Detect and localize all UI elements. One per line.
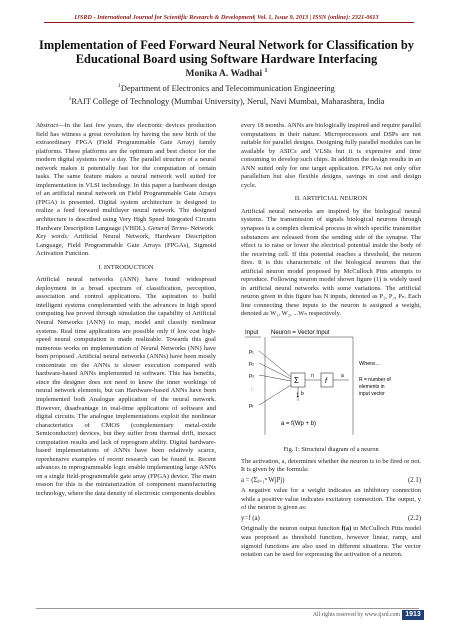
fig-formula: a = f(Wp + b) [281, 421, 317, 428]
keywords [36, 233, 216, 259]
fig-sum-symbol: Σ [294, 376, 299, 386]
fig-f-box [321, 373, 333, 387]
equation-2-1-body: a = (Σⱼ₌₁ⁿ WjPj) [241, 476, 285, 484]
affiliation-1 [0, 83, 453, 93]
author-sup: 1 [264, 68, 268, 74]
affiliation-2 [0, 96, 453, 106]
neuron-diagram [241, 325, 421, 443]
right-paragraph-3: A negative value for a weight indicates an inhibitory connection while a positive value indicates excitatory connection. The output, y of the neuron is given as: [241, 487, 421, 512]
right-column [241, 122, 421, 560]
fig-input-p2: p₂ [249, 361, 255, 368]
author-name [0, 68, 453, 79]
fig-label-r-line2: elements in [359, 384, 385, 391]
footer-rights: All rights reserved by www.ijsrd.com [312, 612, 400, 618]
header-rule [44, 22, 414, 23]
fig-input-dots: : [251, 387, 253, 394]
right-paragraph-4 [241, 525, 421, 559]
right-paragraph-4-prefix: Originally the neuron output function [241, 525, 342, 533]
abstract-text: —In the last few years, the electronic devices production field has witness a great revolution by having the new birth of the extraordinary FPGA (Field Programmable Gate Array) family platforms. These platforms are the optimum and best choice for the modern digital systems now a day. The parallel structure of a neural network makes it potentially fast for the computation of certain tasks. The same feature makes a neural network well suited for implementation in VLSI technology. In this paper a hardware design of an artificial neural network on Field Programmable Gate Arrays (FPGA) is presented. Digital system architecture is designed to realize a feed forward multilayer neural network. The designed architecture is described using Very High Speed Integrated Circuits Hardware Description Language (VHDL). [36, 122, 216, 232]
right-paragraph-4-bold: f(a) [341, 525, 352, 533]
affiliation-2-text: RAIT College of Technology (Mumbai University), Nerul, Navi Mumbai, Maharashtra, India [71, 96, 385, 106]
fig-weight-line-3 [259, 375, 291, 381]
fig-weight-line-1 [259, 351, 291, 377]
figure-caption: Fig. 1: Structural diagram of a neuron [283, 446, 379, 454]
journal-header: IJSRD - International Journal for Scientific Research & Development| Vol. 1, Issue 9, 2013 | ISSN (online): 2321-0613 [74, 14, 379, 21]
abstract [36, 122, 216, 233]
section-heading-artificial-neuron: II. ARTIFICIAL NEURON [294, 195, 368, 203]
fig-input-pr: pᵣ [249, 403, 254, 410]
affiliation-2-sup: 1 [68, 96, 72, 102]
section-heading-introduction: I. INTRODUCTION [98, 263, 154, 271]
keywords-label: Key words: [36, 233, 70, 241]
affiliation-1-text: Department of Electronics and Telecommunication Engineering [120, 83, 335, 93]
fig-input-p1: p₁ [249, 349, 254, 356]
fig-label-where: Where... [359, 361, 380, 368]
keywords-text: Artificial Neural Network, Hardware Description Language, Field Programmable Gate Arrays (FPGAs), Sigmoid Activation Function. [36, 233, 216, 258]
fig-label-b: b [301, 391, 304, 398]
affiliation-1-sup: 1 [118, 83, 121, 89]
general-terms-label: General Terms- [148, 224, 189, 232]
right-paragraph-1: every 18 months. ANNs are biologically inspired and require parallel computations in their nature. Microprocessors and DSPs are not suitable for parallel designs. Designing fully parallel modules can be available by ASICs and VLSIs but it is expensive and time consuming to develop such chips. In addition the design results in an ANN suited only for one target application. FPGAs not only offer parallelism but also flexible designs, savings in cost and design cycle. [241, 122, 421, 189]
right-paragraph-2: The activation, a, determines whether the neuron is to be fired or not. It is given by the formula: [241, 457, 421, 474]
author-text: Monika A. Wadhai [185, 69, 263, 80]
right-paragraph-4-rest: in McCulloch Pitts model was proposed as threshold function, however linear, ramp, and sigmoid functions are also used in different situations. The vector notation can be used for expressing the activation of a neuron. [241, 525, 421, 559]
fig-label-r-line3: input vector [359, 391, 385, 398]
artificial-neuron-paragraph: Artificial neural networks are inspired by the biological neural systems. The transmission of signals biological neurons through synapses is a complex chemical process in which specific transmitter substances are released from the sending side of the synapse. The effect is to raise or lower the electrical potential inside the body of the receiving cell. If this potential reaches a threshold, the neuron fires. It is this characteristic of the biological neurons that the artificial neuron model proposed by McCulloch Pitts attempts to reproduce. Following neuron model shown figure (1) is widely used in artificial neural networks with some variations. The artificial neuron given in this figure has N inputs, denoted as P₁, P₂, Pₙ. Each line connecting these inputs to the neuron is assigned a weight, denoted as W₁, W₂, ...Wₙ respectively. [241, 207, 421, 318]
fig-label-neuron: Neuron = Vector Input [271, 330, 330, 337]
footer-rule [36, 608, 419, 609]
equation-2-1-number: (2.1) [407, 476, 421, 484]
equation-2-2-body: y=f (a) [241, 514, 260, 522]
introduction-paragraph: Artificial neural networks (ANN) have found widespread deployment in a broad spectrum of classification, perception, association and control applications. The aspiration to build intelligent systems complemented with the advances in high speed computing has proved through simulation the capability of Artificial Neural Networks (ANN) to map, model and classify nonlinear systems. Real time applications are possible only if low cost high-speed neural computation is made realizable. Towards this goal numerous works on implementation of Neural Networks (NN) have been proposed .Artificial neural networks (ANNs) have been mostly concentrate on the ANNs is slower execution compared with hardware-based ANNs implemented in software. This has benefits, since the designer does not need to know the inner workings of neural network elements, but can Hardware-based ANNs have been implemented both Analogue application of the neural network. However, disadvantage in real-time applications of software and digital circuits. The analogue implementations exploit the nonlinear characteristics of CMOS (complementary metal-oxide Semiconductor) devices, but they suffer from thermal drift, inexact computation results and lack of reprogram ability. Digital hardware-based implementations of ANNs have been relatively scarce, reprehensive examples of recent research can be found in. Recent advances in reprogrammable logic enable implementing large ANNs on a single field-programmable gate array (FPGA) device. The main reason for this is the miniaturization of component manufacturing technology, where the data density of electronic components doubles [36, 276, 216, 497]
abstract-label: Abstract [36, 122, 59, 129]
fig-input-p3: p₃ [249, 373, 255, 380]
page-number-badge: 1913 [402, 610, 424, 620]
fig-label-n: n [311, 373, 314, 380]
paper-title: Implementation of Feed Forward Neural Network for Classification by Educational Board using Software Hardware Interfacing [39, 38, 414, 66]
equation-2-2-number: (2.2) [407, 514, 421, 522]
equation-2-2 [241, 515, 421, 524]
neuron-figure [241, 325, 421, 443]
fig-label-a: a [341, 373, 344, 380]
fig-weight-line-2 [259, 363, 291, 379]
fig-label-input: Input [245, 330, 259, 337]
fig-weight-line-r [259, 385, 291, 405]
fig-bias-one: 1 [296, 393, 300, 400]
general-terms: Network [190, 224, 214, 232]
left-column [36, 122, 216, 499]
fig-f-symbol: f [325, 378, 327, 386]
fig-label-r-line1: R = number of [359, 377, 391, 384]
equation-2-1 [241, 477, 421, 486]
